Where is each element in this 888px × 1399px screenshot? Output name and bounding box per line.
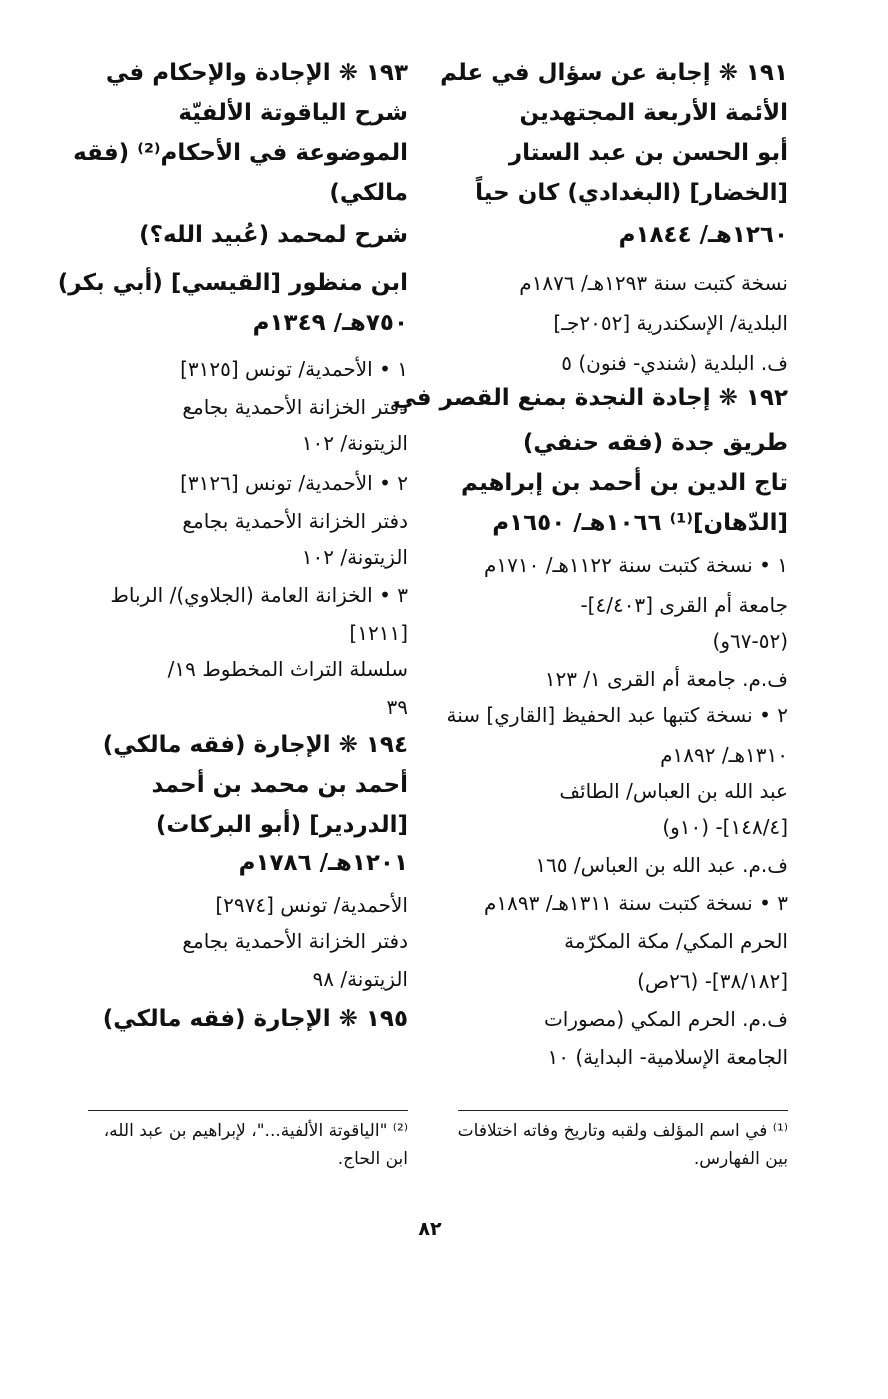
entry-heading-line: ١٩٢ ❋ إجادة النجدة بمنع القصر في — [393, 385, 788, 411]
entry-detail-line: الزيتونة/ ١٠٢ — [301, 431, 408, 455]
entry-detail-line: البلدية/ الإسكندرية [٢٠٥٢جـ] — [553, 311, 788, 335]
entry-heading-line: ١٩١ ❋ إجابة عن سؤال في علم — [440, 60, 788, 86]
entry-detail-line: ف.م. عبد الله بن العباس/ ١٦٥ — [535, 853, 788, 877]
footnote-2-line-1: ⁽²⁾ "الياقوتة الألفية..."، لإبراهيم بن عبد الله، — [103, 1121, 408, 1141]
entry-detail-line: [١٤٨/٤]- (١٠و) — [662, 815, 788, 839]
entry-detail-line: جامعة أم القرى [٤/٤٠٣]- — [580, 593, 788, 617]
entry-detail-line: الحرم المكي/ مكة المكرّمة — [564, 929, 788, 953]
entry-detail-line: ١٣١٠هـ/ ١٨٩٢م — [660, 743, 788, 767]
entry-heading-line: الأئمة الأربعة المجتهدين — [519, 100, 788, 126]
entry-heading-line: أبو الحسن بن عبد الستار — [508, 140, 788, 166]
footnote-1-line-2: بين الفهارس. — [693, 1149, 788, 1169]
entry-heading-line: الموضوعة في الأحكام⁽²⁾ (فقه — [73, 140, 408, 166]
entry-heading-line: ٧٥٠هـ/ ١٣٤٩م — [252, 310, 408, 336]
footnote-1-line-1: ⁽¹⁾ في اسم المؤلف ولقبه وتاريخ وفاته اختلافات — [457, 1121, 788, 1141]
entry-detail-line: سلسلة التراث المخطوط ١٩/ — [167, 657, 408, 681]
entry-detail-line: ٣٩ — [386, 695, 408, 719]
entry-detail-line: [١٢١١] — [349, 621, 408, 645]
footnote-2-line-2: ابن الحاج. — [337, 1149, 408, 1169]
entry-detail-line: ٢ • الأحمدية/ تونس [٣١٢٦] — [180, 471, 408, 495]
entry-heading-line: طريق جدة (فقه حنفي) — [522, 430, 788, 456]
entry-heading-line: ١٩٤ ❋ الإجارة (فقه مالكي) — [102, 732, 408, 758]
entry-heading-line: ابن منظور [القيسي] (أبي بكر) — [57, 270, 408, 296]
entry-heading-line: تاج الدين بن أحمد بن إبراهيم — [461, 470, 788, 496]
entry-heading-line: [الدردير] (أبو البركات) — [155, 812, 408, 838]
entry-heading-line: شرح لمحمد (عُبيد الله؟) — [139, 222, 408, 248]
entry-detail-line: ٢ • نسخة كتبها عبد الحفيظ [القاري] سنة — [446, 703, 788, 727]
entry-detail-line: دفتر الخزانة الأحمدية بجامع — [182, 929, 408, 953]
entry-detail-line: الزيتونة/ ٩٨ — [312, 967, 408, 991]
entry-detail-line: (٥٢-٦٧و) — [712, 629, 788, 653]
entry-heading-line: ١٢٦٠هـ/ ١٨٤٤م — [618, 222, 788, 248]
entry-detail-line: ف.م. الحرم المكي (مصورات — [543, 1007, 788, 1031]
footnote-rule-right — [458, 1110, 788, 1111]
entry-detail-line: دفتر الخزانة الأحمدية بجامع — [182, 395, 408, 419]
entry-heading-line: شرح الياقوتة الألفيّة — [178, 100, 408, 126]
entry-detail-line: ١ • نسخة كتبت سنة ١١٢٢هـ/ ١٧١٠م — [484, 553, 788, 577]
entry-heading-line: أحمد بن محمد بن أحمد — [151, 772, 408, 798]
footnote-rule-left — [88, 1110, 408, 1111]
page-number: ٨٢ — [418, 1218, 442, 1240]
entry-detail-line: ف. البلدية (شندي- فنون) ٥ — [561, 351, 788, 375]
entry-detail-line: الأحمدية/ تونس [٢٩٧٤] — [215, 893, 408, 917]
entry-detail-line: نسخة كتبت سنة ١٢٩٣هـ/ ١٨٧٦م — [519, 271, 788, 295]
entry-heading-line: [الدّهان]⁽¹⁾ ١٠٦٦هـ/ ١٦٥٠م — [492, 510, 788, 536]
entry-heading-line: ١٢٠١هـ/ ١٧٨٦م — [238, 850, 408, 876]
entry-detail-line: ٣ • الخزانة العامة (الجلاوي)/ الرباط — [110, 583, 408, 607]
entry-heading-line: [الخضار] (البغدادي) كان حياً — [475, 180, 788, 206]
entry-heading-line: ١٩٣ ❋ الإجادة والإحكام في — [105, 60, 408, 86]
entry-heading-line: مالكي) — [329, 180, 408, 206]
entry-heading-line: ١٩٥ ❋ الإجارة (فقه مالكي) — [102, 1006, 408, 1032]
entry-detail-line: ١ • الأحمدية/ تونس [٣١٢٥] — [180, 357, 408, 381]
entry-detail-line: ف.م. جامعة أم القرى ١/ ١٢٣ — [544, 667, 788, 691]
entry-detail-line: دفتر الخزانة الأحمدية بجامع — [182, 509, 408, 533]
entry-detail-line: ٣ • نسخة كتبت سنة ١٣١١هـ/ ١٨٩٣م — [484, 891, 788, 915]
entry-detail-line: عبد الله بن العباس/ الطائف — [559, 779, 788, 803]
entry-detail-line: الجامعة الإسلامية- البداية) ١٠ — [547, 1045, 788, 1069]
entry-detail-line: [٣٨/١٨٢]- (٢٦ص) — [637, 969, 788, 993]
entry-detail-line: الزيتونة/ ١٠٢ — [301, 545, 408, 569]
